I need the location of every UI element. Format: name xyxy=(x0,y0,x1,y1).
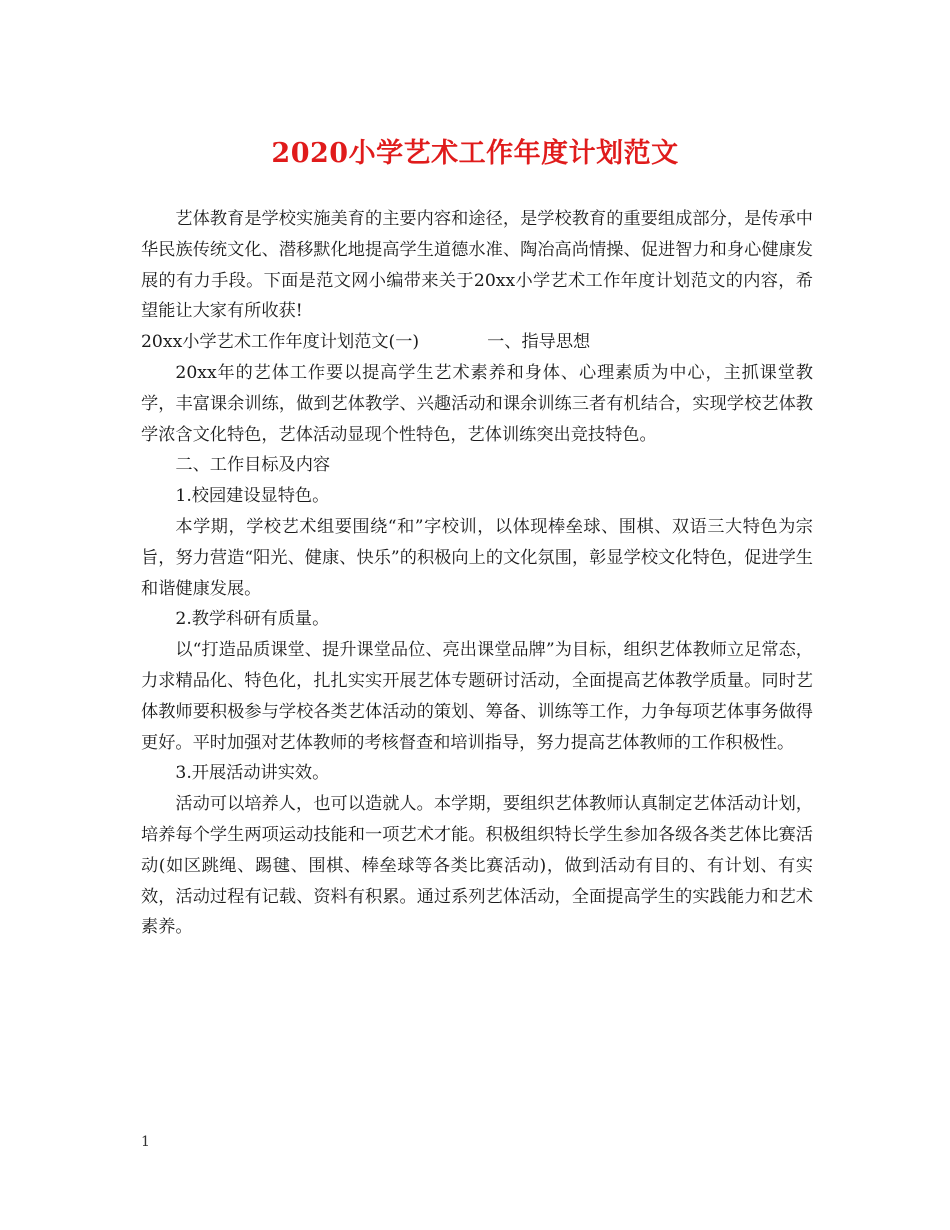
document-title: 2020小学艺术工作年度计划范文 xyxy=(271,138,679,169)
item3-paragraph: 活动可以培养人，也可以造就人。本学期，要组织艺体教师认真制定艺体活动计划，培养每个学生两项运动技能和一项艺术才能。积极组织特长学生参加各级各类艺体比赛活动(如区跳绳、踢毽、围棋、棒垒球等各类比赛活动)，做到活动有目的、有计划、有实效，活动过程有记载、资料有积累。通过系列艺体活动，全面提高学生的实践能力和艺术素养。 xyxy=(141,794,813,938)
section1-heading: 一、指导思想 xyxy=(487,332,591,353)
item3-heading: 3.开展活动讲实效。 xyxy=(175,763,330,784)
item2-heading: 2.教学科研有质量。 xyxy=(175,609,330,630)
document-body xyxy=(141,204,813,943)
subheading: 20xx小学艺术工作年度计划范文(一) xyxy=(141,332,420,353)
section2-heading: 二、工作目标及内容 xyxy=(175,455,331,476)
section1-paragraph: 20xx年的艺体工作要以提高学生艺术素养和身体、心理素质为中心，主抓课堂教学，丰富课余训练，做到艺体教学、兴趣活动和课余训练三者有机结合，实现学校艺体教学浓含文化特色，艺体活动显现个性特色，艺体训练突出竞技特色。 xyxy=(141,362,813,445)
intro-paragraph: 艺体教育是学校实施美育的主要内容和途径，是学校教育的重要组成部分，是传承中华民族传统文化、潜移默化地提高学生道德水准、陶冶高尚情操、促进智力和身心健康发展的有力手段。下面是范文网小编带来关于20xx小学艺术工作年度计划范文的内容，希望能让大家有所收获! xyxy=(141,209,813,322)
item2-paragraph: 以“打造品质课堂、提升课堂品位、亮出课堂品牌”为目标，组织艺体教师立足常态，力求精品化、特色化，扎扎实实开展艺体专题研讨活动，全面提高艺体教学质量。同时艺体教师要积极参与学校各类艺体活动的策划、筹备、训练等工作，力争每项艺体事务做得更好。平时加强对艺体教师的考核督查和培训指导，努力提高艺体教师的工作积极性。 xyxy=(141,640,813,753)
item1-heading: 1.校园建设显特色。 xyxy=(175,486,330,507)
page-number: 1 xyxy=(141,1134,150,1150)
item1-paragraph: 本学期，学校艺术组要围绕“和”字校训，以体现棒垒球、围棋、双语三大特色为宗旨，努力营造“阳光、健康、快乐”的积极向上的文化氛围，彰显学校文化特色，促进学生和谐健康发展。 xyxy=(141,516,813,599)
subheading-line xyxy=(141,327,813,358)
